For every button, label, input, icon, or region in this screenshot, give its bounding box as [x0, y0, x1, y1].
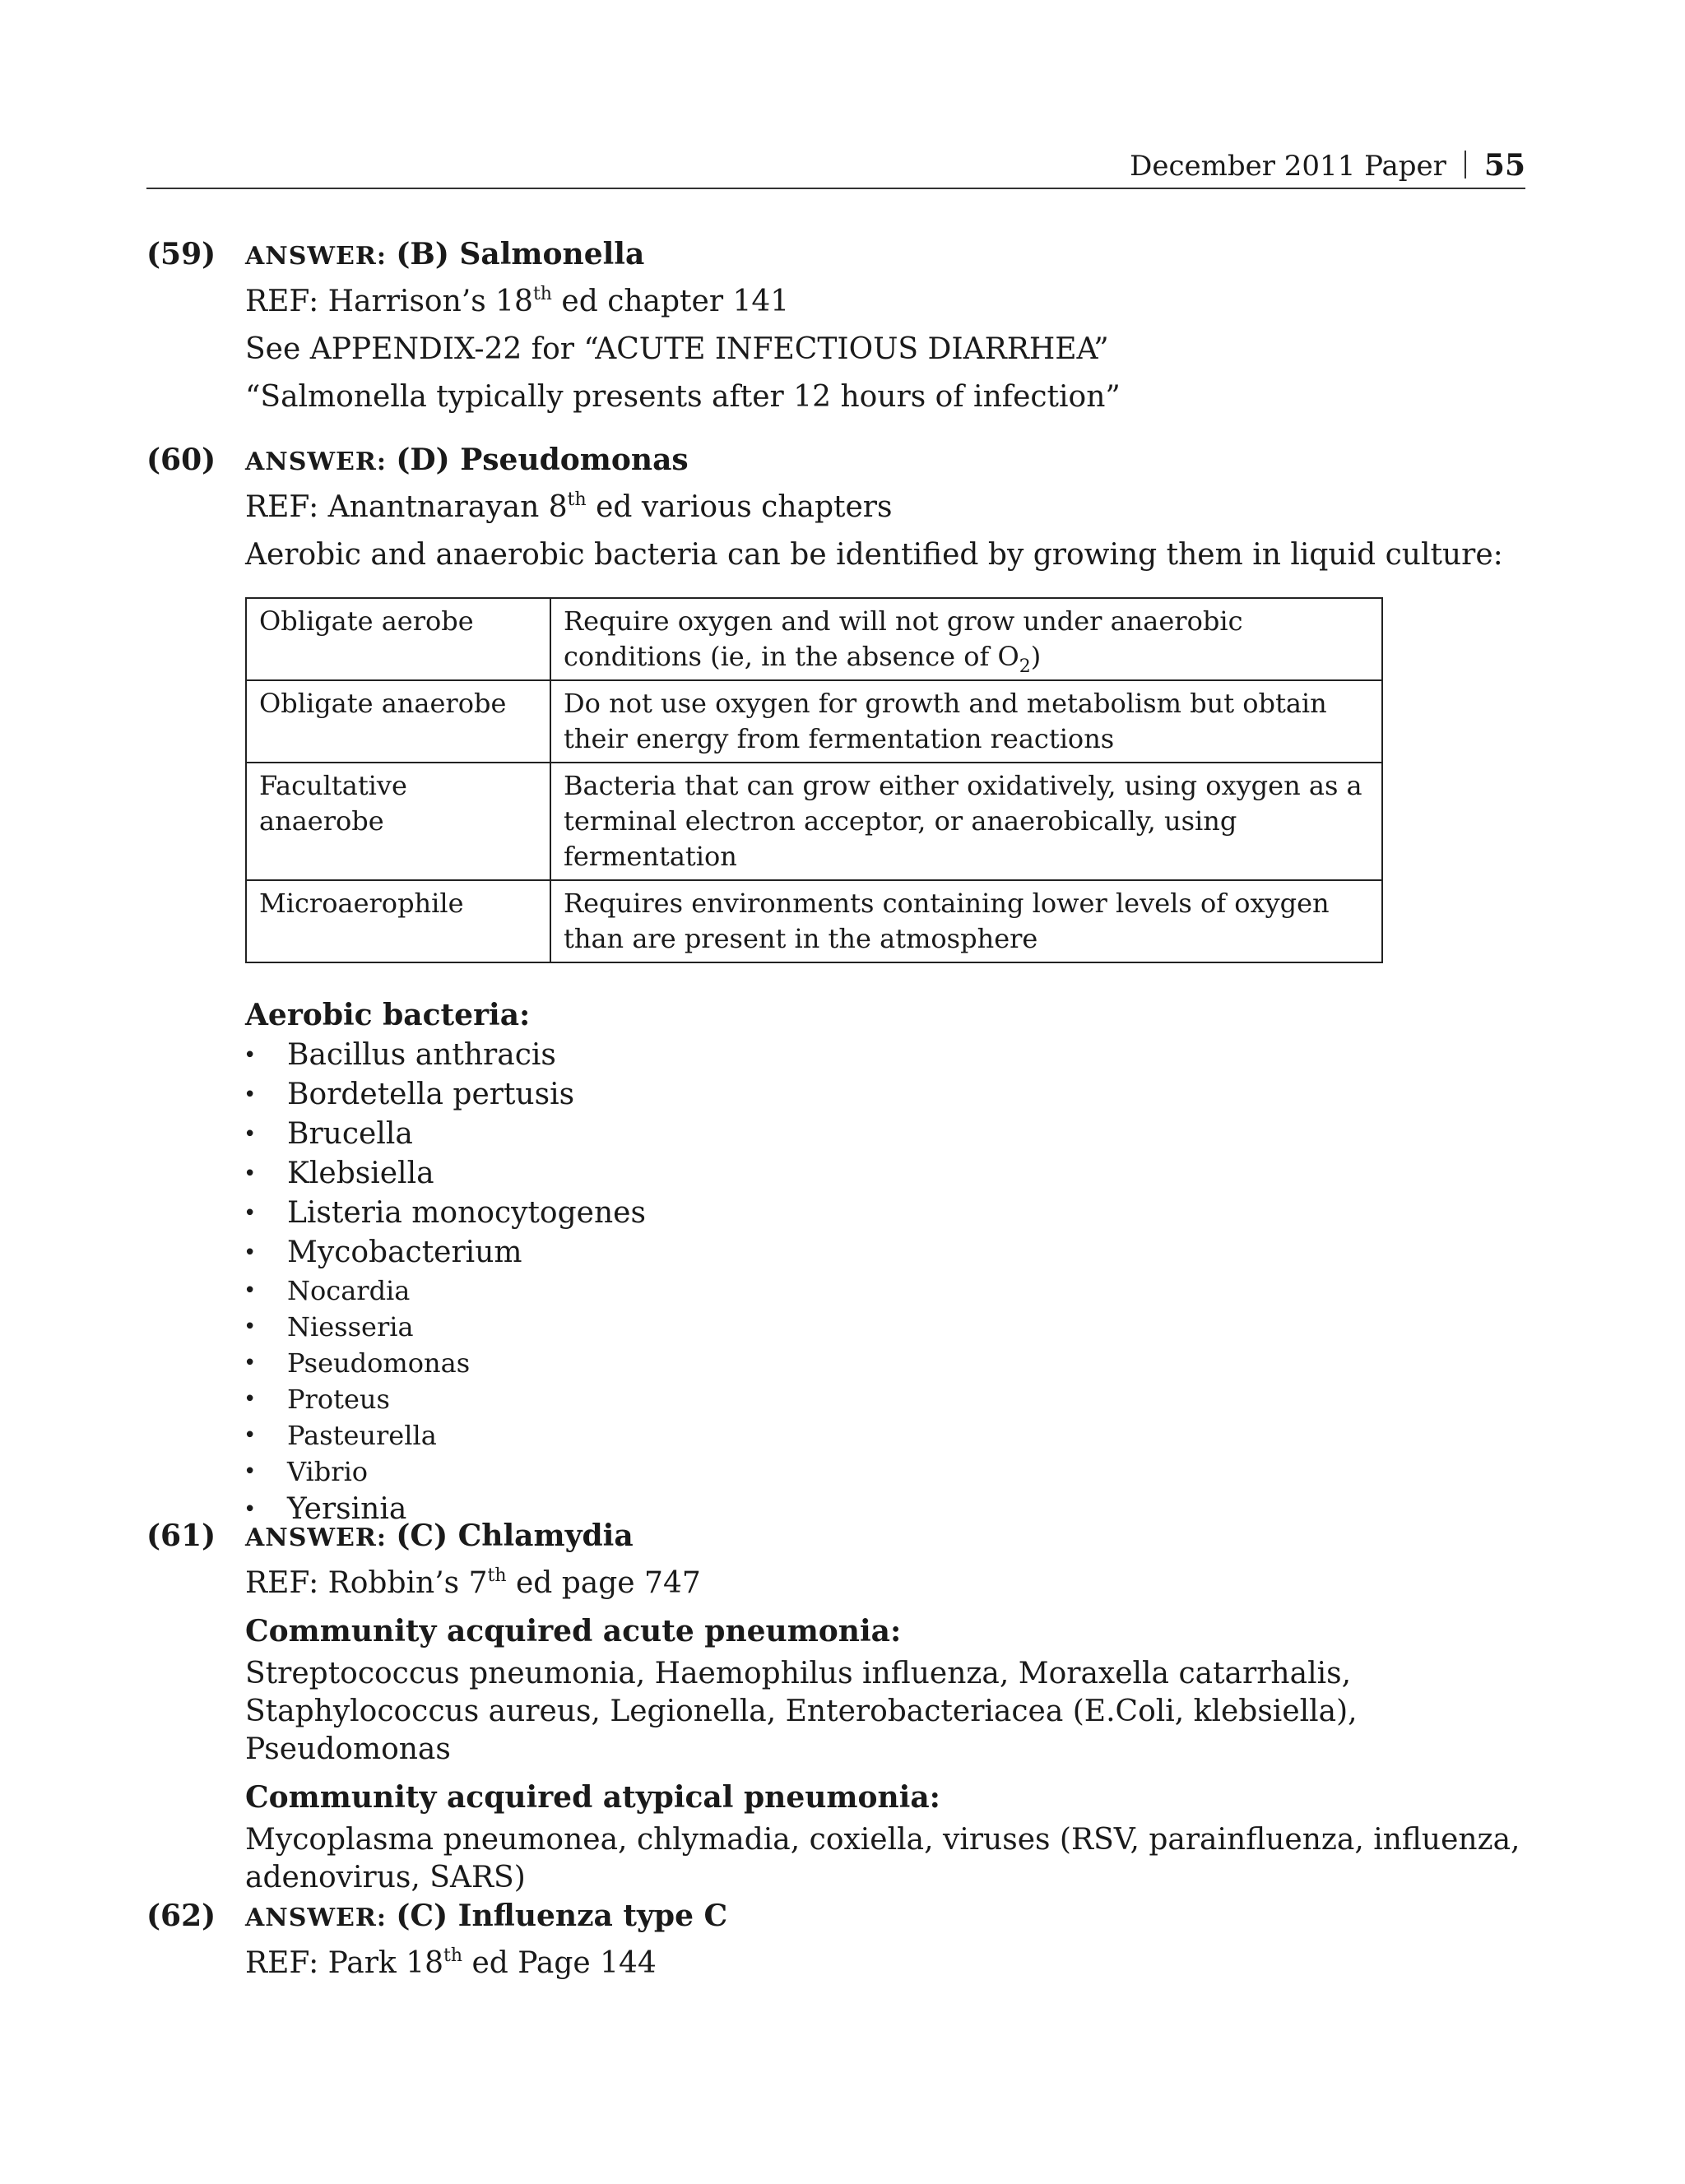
question-61	[146, 1512, 1525, 1897]
page-number: 55	[1483, 148, 1525, 183]
question-number: (60)	[146, 443, 216, 477]
reference-line	[245, 1560, 1525, 1607]
ref-superscript: th	[567, 489, 587, 510]
question-number: (62)	[146, 1899, 216, 1933]
pathogen-paragraph: Mycoplasma pneumonea, chlymadia, coxiella, viruses (RSV, parainfluenza, influenza, adenovirus, SARS)	[245, 1823, 1520, 1894]
ref-text: REF: Anantnarayan 8	[245, 490, 568, 524]
list-item	[146, 1417, 1463, 1454]
list-item	[146, 1115, 1463, 1154]
list-item	[146, 1036, 1463, 1075]
list-item-text: Niesseria	[287, 1311, 414, 1342]
table-cell-term: Microaerophile	[246, 880, 550, 962]
reference-line	[245, 1940, 1525, 1987]
ref-text: REF: Park 18	[245, 1946, 443, 1980]
table-row	[246, 880, 1382, 962]
table-cell-term: Facultative anaerobe	[246, 763, 550, 880]
bullet-icon: •	[244, 1497, 257, 1522]
answer-text: (B) Salmonella	[396, 237, 645, 271]
ref-text-end: ed chapter 141	[551, 285, 790, 318]
bullet-icon: •	[244, 1351, 257, 1375]
answer-body	[245, 1512, 1525, 1897]
list-item-text: Klebsiella	[287, 1157, 434, 1190]
reference-line	[245, 484, 1525, 531]
answer-text: (C) Influenza type C	[396, 1899, 728, 1933]
question-number: (61)	[146, 1519, 216, 1553]
table-cell-description: Do not use oxygen for growth and metabolism but obtain their energy from fermentation reactions	[550, 680, 1382, 763]
running-title: December 2011 Paper	[1130, 150, 1446, 183]
header-separator	[1465, 151, 1466, 179]
list-item	[146, 1273, 1463, 1309]
description-text: Require oxygen and will not grow under anaerobic conditions (ie, in the absence of O	[564, 605, 1243, 672]
reference-line	[245, 278, 1525, 326]
bullet-icon: •	[244, 1201, 257, 1226]
list-item-text: Mycobacterium	[287, 1236, 522, 1269]
list-item	[146, 1194, 1463, 1233]
bullet-icon: •	[244, 1240, 257, 1265]
appendix-line: See APPENDIX-22 for “ACUTE INFECTIOUS DIARRHEA”	[245, 332, 1109, 366]
table-cell-description: Bacteria that can grow either oxidatively, using oxygen as a terminal electron acceptor, or anaerobically, using fermentation	[550, 763, 1382, 880]
bullet-icon: •	[244, 1278, 257, 1303]
list-item-text: Bacillus anthracis	[287, 1038, 556, 1072]
table-cell-term: Obligate aerobe	[246, 598, 550, 680]
description-text-end: )	[1030, 641, 1042, 672]
list-item-text: Yersinia	[287, 1492, 407, 1526]
list-title: Aerobic bacteria:	[245, 998, 531, 1032]
answer-body	[245, 1892, 1525, 1987]
bullet-icon: •	[244, 1122, 257, 1147]
section-heading: Community acquired atypical pneumonia:	[245, 1780, 940, 1815]
aerobic-bacteria-list	[146, 1036, 1463, 1529]
table-cell-description	[550, 598, 1382, 680]
ref-superscript: th	[443, 1945, 463, 1966]
list-item	[146, 1454, 1463, 1490]
list-item-text: Pseudomonas	[287, 1347, 471, 1379]
answer-text: (D) Pseudomonas	[396, 443, 689, 477]
subscript: 2	[1019, 656, 1031, 677]
list-item-text: Proteus	[287, 1384, 390, 1415]
bullet-icon: •	[244, 1423, 257, 1448]
list-item-text: Bordetella pertusis	[287, 1078, 575, 1111]
bullet-icon: •	[244, 1387, 257, 1412]
list-item	[146, 1233, 1463, 1273]
intro-line: Aerobic and anaerobic bacteria can be identified by growing them in liquid culture:	[245, 538, 1503, 572]
ref-text: REF: Harrison’s 18	[245, 285, 533, 318]
table-row	[246, 598, 1382, 680]
list-item	[146, 1309, 1463, 1345]
table-row	[246, 763, 1382, 880]
list-item-text: Brucella	[287, 1117, 413, 1151]
list-item-text: Vibrio	[287, 1456, 369, 1487]
answer-body	[245, 230, 1525, 421]
list-item-text: Listeria monocytogenes	[287, 1196, 646, 1230]
bullet-icon: •	[244, 1315, 257, 1339]
list-item	[146, 1075, 1463, 1115]
table-row	[246, 680, 1382, 763]
answer-label: ANSWER:	[245, 1903, 387, 1932]
ref-superscript: th	[487, 1565, 507, 1586]
answer-line	[245, 1512, 1525, 1560]
bullet-icon: •	[244, 1459, 257, 1484]
bullet-icon: •	[244, 1083, 257, 1107]
ref-text-end: ed page 747	[506, 1566, 701, 1600]
oxygen-requirement-table	[245, 597, 1383, 963]
list-item	[146, 1345, 1463, 1381]
answer-label: ANSWER:	[245, 447, 387, 476]
table-cell-term: Obligate anaerobe	[246, 680, 550, 763]
section-heading: Community acquired acute pneumonia:	[245, 1614, 902, 1648]
list-item-text: Nocardia	[287, 1275, 411, 1306]
ref-text: REF: Robbin’s 7	[245, 1566, 488, 1600]
bullet-icon: •	[244, 1162, 257, 1186]
ref-superscript: th	[532, 284, 552, 304]
answer-line	[245, 230, 1525, 278]
ref-text-end: ed various chapters	[586, 490, 893, 524]
question-number: (59)	[146, 237, 216, 271]
answer-label: ANSWER:	[245, 242, 387, 271]
ref-text-end: ed Page 144	[462, 1946, 657, 1980]
bullet-icon: •	[244, 1043, 257, 1068]
answer-text: (C) Chlamydia	[396, 1519, 634, 1553]
answer-label: ANSWER:	[245, 1523, 387, 1552]
list-item	[146, 1381, 1463, 1417]
quote-line: “Salmonella typically presents after 12 hours of infection”	[245, 380, 1121, 414]
list-item-text: Pasteurella	[287, 1420, 437, 1451]
answer-body	[245, 436, 1525, 1529]
answer-line	[245, 1892, 1525, 1940]
running-head	[1130, 148, 1525, 183]
question-60	[146, 436, 1525, 1529]
answer-line	[245, 436, 1525, 484]
pathogen-paragraph: Streptococcus pneumonia, Haemophilus influenza, Moraxella catarrhalis, Staphylococcus aureus, Legionella, Enterobacteriacea (E.Coli, klebsiella), Pseudomonas	[245, 1657, 1358, 1766]
table-cell-description: Requires environments containing lower levels of oxygen than are present in the atmosphere	[550, 880, 1382, 962]
page-header	[146, 146, 1525, 189]
question-62	[146, 1892, 1525, 1987]
question-59	[146, 230, 1525, 421]
list-item	[146, 1154, 1463, 1194]
